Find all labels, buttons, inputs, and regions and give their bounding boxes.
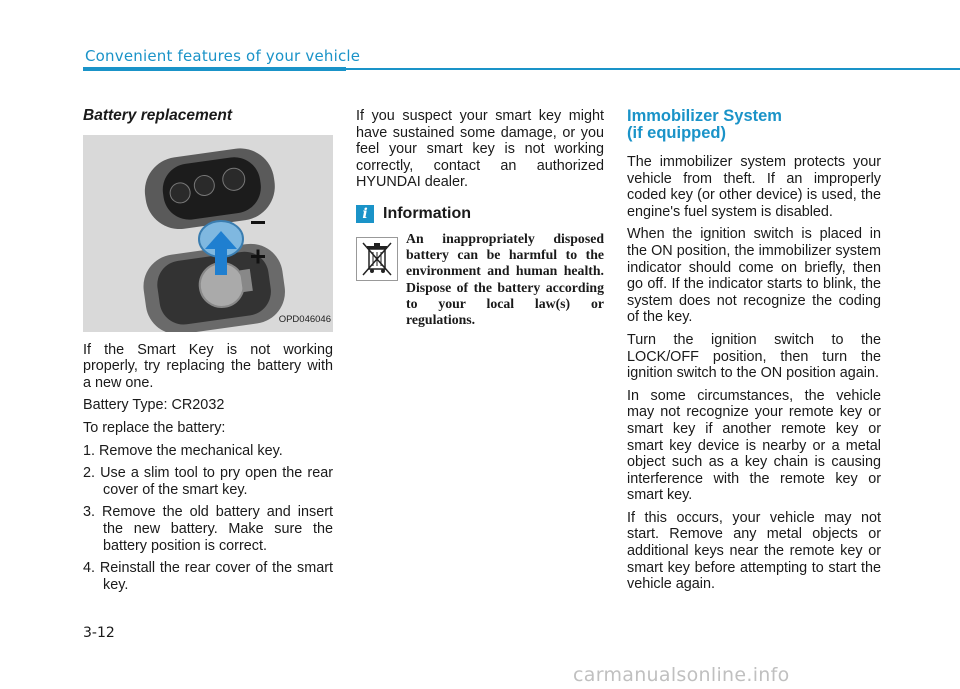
- middle-column: [356, 108, 604, 328]
- immobilizer-heading-line2: (if equipped): [627, 124, 726, 142]
- battery-type: Battery Type: CR2032: [83, 397, 225, 414]
- battery-replacement-heading: Battery replacement: [83, 107, 233, 124]
- information-body: [356, 231, 604, 328]
- left-column: [83, 108, 333, 599]
- damage-paragraph: If you suspect your smart key might have sustained some damage, or you feel your smart key is not working correctly, contact an authorized HYUNDAI dealer.: [356, 108, 604, 191]
- immobilizer-paragraph: The immobilizer system protects your vehicle from theft. If an improperly coded key (or other device) is used, the engine's fuel system is disabled.: [627, 154, 881, 220]
- smart-key-illustration: [83, 135, 333, 332]
- step-item: 1. Remove the mechanical key.: [83, 442, 283, 459]
- replace-intro: To replace the battery:: [83, 419, 226, 436]
- info-icon: i: [356, 205, 374, 223]
- information-heading: Information: [383, 204, 471, 222]
- right-column: [627, 108, 881, 599]
- header-rule-thin: [346, 68, 960, 70]
- photo-code-label: OPD046046: [278, 314, 331, 325]
- step-item: 4. Reinstall the rear cover of the smart key.: [83, 560, 333, 593]
- information-text: An inappropriately disposed battery can be harmful to the environment and human health. Dispose of the battery according to your local law(s) or regulations.: [406, 230, 604, 327]
- immobilizer-heading: [627, 108, 881, 142]
- step-item: 2. Use a slim tool to pry open the rear cover of the smart key.: [83, 465, 333, 498]
- watermark-text: carmanualsonline.info: [573, 664, 790, 686]
- battery-intro-paragraph: If the Smart Key is not working properly, try replacing the battery with a new one.: [83, 341, 333, 391]
- immobilizer-paragraph: If this occurs, your vehicle may not start. Remove any metal objects or additional keys near the remote key or smart key before attempting to start the vehicle again.: [627, 509, 881, 593]
- information-header: [356, 205, 604, 223]
- immobilizer-paragraph: When the ignition switch is placed in the ON position, the immobilizer system indicator should come on briefly, then go off. If the indicator starts to blink, the system does not recognize the coding of the key.: [627, 226, 881, 326]
- crossed-bin-icon: [356, 237, 398, 281]
- page-number: 3-12: [83, 625, 115, 641]
- immobilizer-paragraph: In some circumstances, the vehicle may not recognize your remote key or smart key if another remote key or smart key device is nearby or a metal object such as a key chain is causing interference with the remote key or smart key.: [627, 387, 881, 504]
- smart-key-photo: [83, 135, 333, 332]
- immobilizer-paragraph: Turn the ignition switch to the LOCK/OFF position, then turn the ignition switch to the ON position again.: [627, 331, 881, 382]
- section-header-title: Convenient features of your vehicle: [85, 47, 361, 65]
- header-rule-thick: [83, 67, 346, 71]
- immobilizer-heading-line1: Immobilizer System: [627, 107, 782, 125]
- step-item: 3. Remove the old battery and insert the new battery. Make sure the battery position is correct.: [83, 504, 333, 554]
